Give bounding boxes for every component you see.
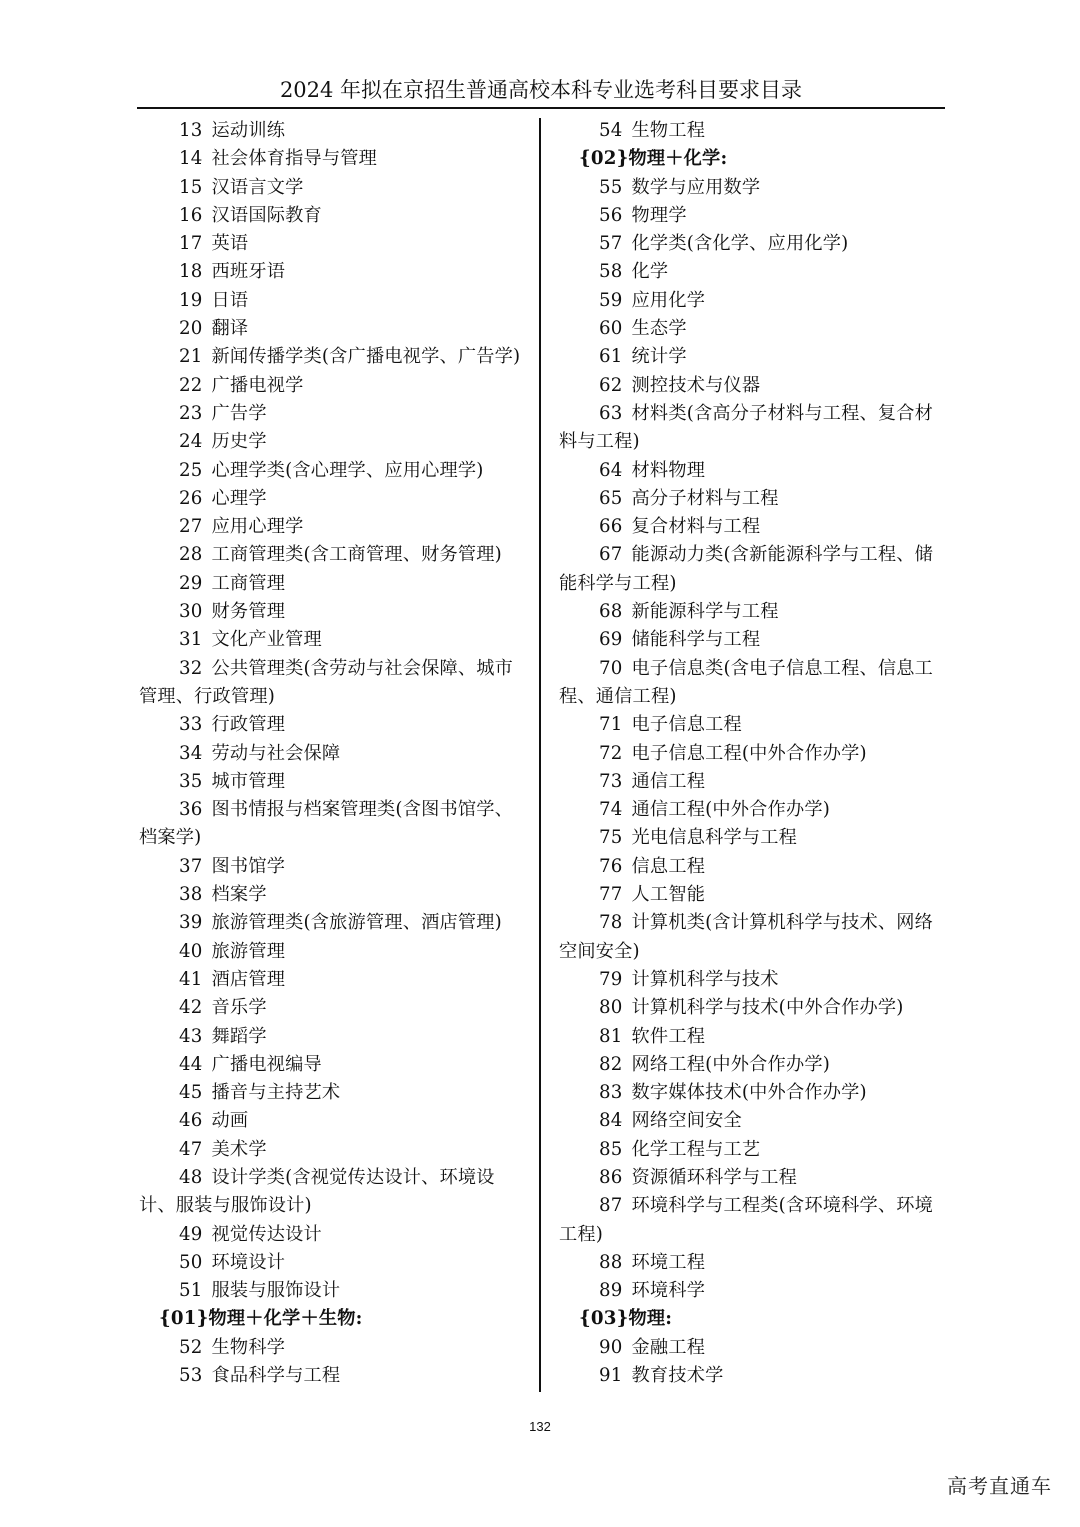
item-text: 数学与应用数学	[631, 176, 761, 198]
item-number: 26	[179, 487, 203, 509]
item-number: 76	[599, 855, 623, 877]
section-heading	[559, 1305, 947, 1333]
item-number: 30	[179, 601, 203, 623]
list-item	[559, 1192, 947, 1249]
item-number: 83	[599, 1082, 623, 1104]
list-item	[139, 1023, 525, 1051]
list-item	[139, 343, 525, 371]
item-text: 环境工程	[631, 1251, 706, 1273]
item-number: 60	[599, 318, 623, 340]
item-number: 57	[599, 233, 623, 255]
item-text: 电子信息工程	[631, 714, 742, 736]
title-rule	[137, 107, 945, 109]
item-number: 52	[179, 1336, 203, 1358]
item-text: 电子信息类(含电子信息工程、信息工程、通信工程)	[559, 657, 934, 707]
item-number: 17	[179, 233, 203, 255]
item-text: 网络工程(中外合作办学)	[631, 1053, 831, 1075]
list-item	[139, 174, 525, 202]
list-item	[559, 1164, 947, 1192]
item-text: 音乐学	[211, 997, 267, 1019]
item-text: 美术学	[211, 1138, 267, 1160]
item-text: 应用化学	[631, 289, 706, 311]
item-number: 46	[179, 1110, 203, 1132]
item-number: 59	[599, 289, 623, 311]
list-item	[559, 824, 947, 852]
page-number: 132	[529, 1419, 551, 1434]
item-number: 34	[179, 742, 203, 764]
list-item	[139, 117, 525, 145]
list-item	[139, 400, 525, 428]
item-text: 食品科学与工程	[211, 1365, 341, 1387]
item-text: 测控技术与仪器	[631, 374, 761, 396]
item-text: 统计学	[631, 346, 687, 368]
item-number: 51	[179, 1280, 203, 1302]
list-item	[139, 1079, 525, 1107]
list-item	[139, 740, 525, 768]
list-item	[559, 768, 947, 796]
item-text: 生物科学	[211, 1336, 286, 1358]
list-item	[559, 230, 947, 258]
item-number: 43	[179, 1025, 203, 1047]
item-text: 视觉传达设计	[211, 1223, 322, 1245]
list-item	[559, 315, 947, 343]
list-item	[559, 1362, 947, 1390]
list-item	[139, 909, 525, 937]
item-text: 日语	[211, 289, 249, 311]
item-number: 32	[179, 657, 203, 679]
list-item	[559, 287, 947, 315]
list-item	[559, 400, 947, 457]
item-number: 68	[599, 601, 623, 623]
list-item	[139, 315, 525, 343]
item-number: 53	[179, 1365, 203, 1387]
list-item	[559, 343, 947, 371]
list-item	[139, 655, 525, 712]
item-number: 78	[599, 912, 623, 934]
item-number: 37	[179, 855, 203, 877]
list-item	[139, 626, 525, 654]
item-number: 63	[599, 402, 623, 424]
item-text: 物理学	[631, 204, 687, 226]
item-number: 22	[179, 374, 203, 396]
list-item	[559, 117, 947, 145]
item-text: 英语	[211, 233, 249, 255]
item-number: 89	[599, 1280, 623, 1302]
section-heading-text: {01}物理＋化学＋生物:	[159, 1308, 363, 1330]
item-text: 生态学	[631, 318, 687, 340]
item-text: 储能科学与工程	[631, 629, 761, 651]
right-column	[559, 117, 947, 1390]
item-text: 计算机类(含计算机科学与技术、网络空间安全)	[559, 912, 934, 962]
item-number: 75	[599, 827, 623, 849]
item-number: 13	[179, 120, 203, 141]
item-text: 广播电视编导	[211, 1053, 322, 1075]
list-item	[559, 853, 947, 881]
list-item	[139, 1334, 525, 1362]
list-item	[139, 768, 525, 796]
item-number: 31	[179, 629, 203, 651]
item-number: 55	[599, 176, 623, 198]
list-item	[559, 740, 947, 768]
item-text: 计算机科学与技术	[631, 968, 779, 990]
item-text: 环境科学	[631, 1280, 706, 1302]
item-number: 16	[179, 204, 203, 226]
item-number: 82	[599, 1053, 623, 1075]
item-text: 播音与主持艺术	[211, 1082, 341, 1104]
item-text: 酒店管理	[211, 968, 286, 990]
list-item	[139, 1277, 525, 1305]
item-number: 42	[179, 997, 203, 1019]
item-text: 广播电视学	[211, 374, 304, 396]
item-text: 新闻传播学类(含广播电视学、广告学)	[211, 346, 521, 368]
list-item	[559, 202, 947, 230]
item-text: 化学工程与工艺	[631, 1138, 761, 1160]
item-text: 材料物理	[631, 459, 706, 481]
item-text: 环境设计	[211, 1251, 286, 1273]
item-number: 90	[599, 1336, 623, 1358]
item-number: 72	[599, 742, 623, 764]
list-item	[139, 541, 525, 569]
item-text: 人工智能	[631, 884, 706, 906]
list-item	[139, 258, 525, 286]
item-text: 城市管理	[211, 770, 286, 792]
list-item	[139, 853, 525, 881]
list-item	[139, 1249, 525, 1277]
section-heading	[139, 1305, 525, 1333]
item-text: 材料类(含高分子材料与工程、复合材料与工程)	[559, 402, 934, 453]
list-item	[559, 796, 947, 824]
item-number: 25	[179, 459, 203, 481]
list-item	[559, 1249, 947, 1277]
list-item	[139, 1221, 525, 1249]
item-number: 56	[599, 204, 623, 226]
item-text: 能源动力类(含新能源科学与工程、储能科学与工程)	[559, 544, 934, 594]
item-number: 87	[599, 1195, 623, 1217]
item-text: 舞蹈学	[211, 1025, 267, 1047]
list-item	[559, 1107, 947, 1135]
item-number: 29	[179, 572, 203, 594]
item-number: 80	[599, 997, 623, 1019]
list-item	[559, 1051, 947, 1079]
list-item	[139, 287, 525, 315]
item-number: 18	[179, 261, 203, 283]
list-item	[139, 1107, 525, 1135]
list-item	[139, 485, 525, 513]
item-text: 公共管理类(含劳动与社会保障、城市管理、行政管理)	[139, 657, 514, 707]
item-number: 73	[599, 770, 623, 792]
list-item	[559, 655, 947, 712]
item-text: 历史学	[211, 431, 267, 453]
item-number: 40	[179, 940, 203, 962]
item-number: 58	[599, 261, 623, 283]
item-text: 图书馆学	[211, 855, 286, 877]
item-number: 20	[179, 318, 203, 340]
item-text: 软件工程	[631, 1025, 706, 1047]
item-number: 24	[179, 431, 203, 453]
list-item	[559, 1136, 947, 1164]
list-item	[139, 598, 525, 626]
list-item	[559, 994, 947, 1022]
item-text: 汉语言文学	[211, 176, 304, 198]
list-item	[139, 202, 525, 230]
watermark: 高考直通车	[947, 1474, 1052, 1498]
list-item	[139, 570, 525, 598]
list-item	[559, 966, 947, 994]
list-item	[559, 174, 947, 202]
item-number: 66	[599, 516, 623, 538]
list-item	[139, 513, 525, 541]
item-number: 61	[599, 346, 623, 368]
item-text: 电子信息工程(中外合作办学)	[631, 742, 867, 764]
item-text: 计算机科学与技术(中外合作办学)	[631, 997, 904, 1019]
item-text: 动画	[211, 1110, 249, 1132]
item-number: 48	[179, 1166, 203, 1188]
list-item	[139, 428, 525, 456]
item-number: 38	[179, 884, 203, 906]
item-number: 71	[599, 714, 623, 736]
list-item	[139, 994, 525, 1022]
item-text: 工商管理	[211, 572, 286, 594]
item-number: 88	[599, 1251, 623, 1273]
item-text: 教育技术学	[631, 1365, 724, 1387]
list-item	[139, 1362, 525, 1390]
item-text: 设计学类(含视觉传达设计、环境设计、服装与服饰设计)	[139, 1166, 495, 1217]
list-item	[139, 1136, 525, 1164]
item-number: 33	[179, 714, 203, 736]
item-number: 21	[179, 346, 203, 368]
item-number: 36	[179, 799, 203, 821]
page-title: 2024 年拟在京招生普通高校本科专业选考科目要求目录	[279, 78, 803, 102]
item-number: 19	[179, 289, 203, 311]
item-text: 信息工程	[631, 855, 706, 877]
item-text: 资源循环科学与工程	[631, 1166, 798, 1188]
item-number: 79	[599, 968, 623, 990]
list-item	[559, 881, 947, 909]
item-number: 86	[599, 1166, 623, 1188]
item-number: 69	[599, 629, 623, 651]
item-number: 54	[599, 120, 623, 141]
item-text: 图书情报与档案管理类(含图书馆学、档案学)	[139, 799, 514, 849]
list-item	[559, 1334, 947, 1362]
item-text: 行政管理	[211, 714, 286, 736]
item-number: 28	[179, 544, 203, 566]
list-item	[139, 372, 525, 400]
list-item	[139, 145, 525, 173]
item-number: 84	[599, 1110, 623, 1132]
section-heading	[559, 145, 947, 173]
item-text: 金融工程	[631, 1336, 706, 1358]
item-number: 44	[179, 1053, 203, 1075]
list-item	[559, 909, 947, 966]
item-number: 70	[599, 657, 623, 679]
item-text: 文化产业管理	[211, 629, 322, 651]
item-text: 广告学	[211, 402, 267, 424]
item-text: 化学类(含化学、应用化学)	[631, 233, 849, 255]
item-number: 49	[179, 1223, 203, 1245]
list-item	[139, 711, 525, 739]
item-number: 45	[179, 1082, 203, 1104]
item-text: 通信工程	[631, 770, 706, 792]
list-item	[559, 1079, 947, 1107]
item-text: 环境科学与工程类(含环境科学、环境工程)	[559, 1195, 934, 1245]
item-number: 77	[599, 884, 623, 906]
item-text: 工商管理类(含工商管理、财务管理)	[211, 544, 502, 566]
item-text: 服装与服饰设计	[211, 1280, 341, 1302]
column-divider	[539, 118, 541, 1392]
item-text: 社会体育指导与管理	[211, 148, 378, 170]
item-text: 新能源科学与工程	[631, 601, 779, 623]
item-number: 50	[179, 1251, 203, 1273]
list-item	[559, 513, 947, 541]
list-item	[559, 1023, 947, 1051]
item-text: 复合材料与工程	[631, 516, 761, 538]
item-text: 财务管理	[211, 601, 286, 623]
list-item	[559, 372, 947, 400]
item-text: 心理学	[211, 487, 267, 509]
item-number: 65	[599, 487, 623, 509]
item-number: 41	[179, 968, 203, 990]
list-item	[139, 457, 525, 485]
left-column	[139, 117, 525, 1390]
list-item	[139, 230, 525, 258]
list-item	[559, 626, 947, 654]
item-text: 数字媒体技术(中外合作办学)	[631, 1082, 867, 1104]
item-text: 生物工程	[631, 120, 706, 141]
list-item	[559, 1277, 947, 1305]
list-item	[559, 457, 947, 485]
item-text: 翻译	[211, 318, 249, 340]
section-heading-text: {03}物理:	[579, 1308, 673, 1330]
item-number: 27	[179, 516, 203, 538]
item-number: 14	[179, 148, 203, 170]
list-item	[139, 966, 525, 994]
item-text: 心理学类(含心理学、应用心理学)	[211, 459, 484, 481]
list-item	[559, 598, 947, 626]
item-text: 西班牙语	[211, 261, 286, 283]
item-number: 91	[599, 1365, 623, 1387]
item-text: 汉语国际教育	[211, 204, 322, 226]
list-item	[139, 1051, 525, 1079]
list-item	[559, 258, 947, 286]
section-heading-text: {02}物理＋化学:	[579, 148, 728, 170]
item-text: 运动训练	[211, 120, 286, 141]
item-number: 47	[179, 1138, 203, 1160]
list-item	[559, 711, 947, 739]
item-text: 光电信息科学与工程	[631, 827, 798, 849]
item-number: 15	[179, 176, 203, 198]
list-item	[139, 881, 525, 909]
item-text: 通信工程(中外合作办学)	[631, 799, 831, 821]
item-text: 旅游管理	[211, 940, 286, 962]
item-number: 64	[599, 459, 623, 481]
list-item	[559, 541, 947, 598]
item-text: 旅游管理类(含旅游管理、酒店管理)	[211, 912, 502, 934]
item-number: 81	[599, 1025, 623, 1047]
item-number: 85	[599, 1138, 623, 1160]
item-number: 62	[599, 374, 623, 396]
list-item	[139, 796, 525, 853]
item-number: 35	[179, 770, 203, 792]
item-text: 高分子材料与工程	[631, 487, 779, 509]
list-item	[559, 485, 947, 513]
item-text: 网络空间安全	[631, 1110, 742, 1132]
item-number: 74	[599, 799, 623, 821]
item-text: 劳动与社会保障	[211, 742, 341, 764]
item-number: 23	[179, 402, 203, 424]
item-number: 39	[179, 912, 203, 934]
item-number: 67	[599, 544, 623, 566]
list-item	[139, 938, 525, 966]
item-text: 化学	[631, 261, 669, 283]
list-item	[139, 1164, 525, 1221]
item-text: 应用心理学	[211, 516, 304, 538]
item-text: 档案学	[211, 884, 267, 906]
